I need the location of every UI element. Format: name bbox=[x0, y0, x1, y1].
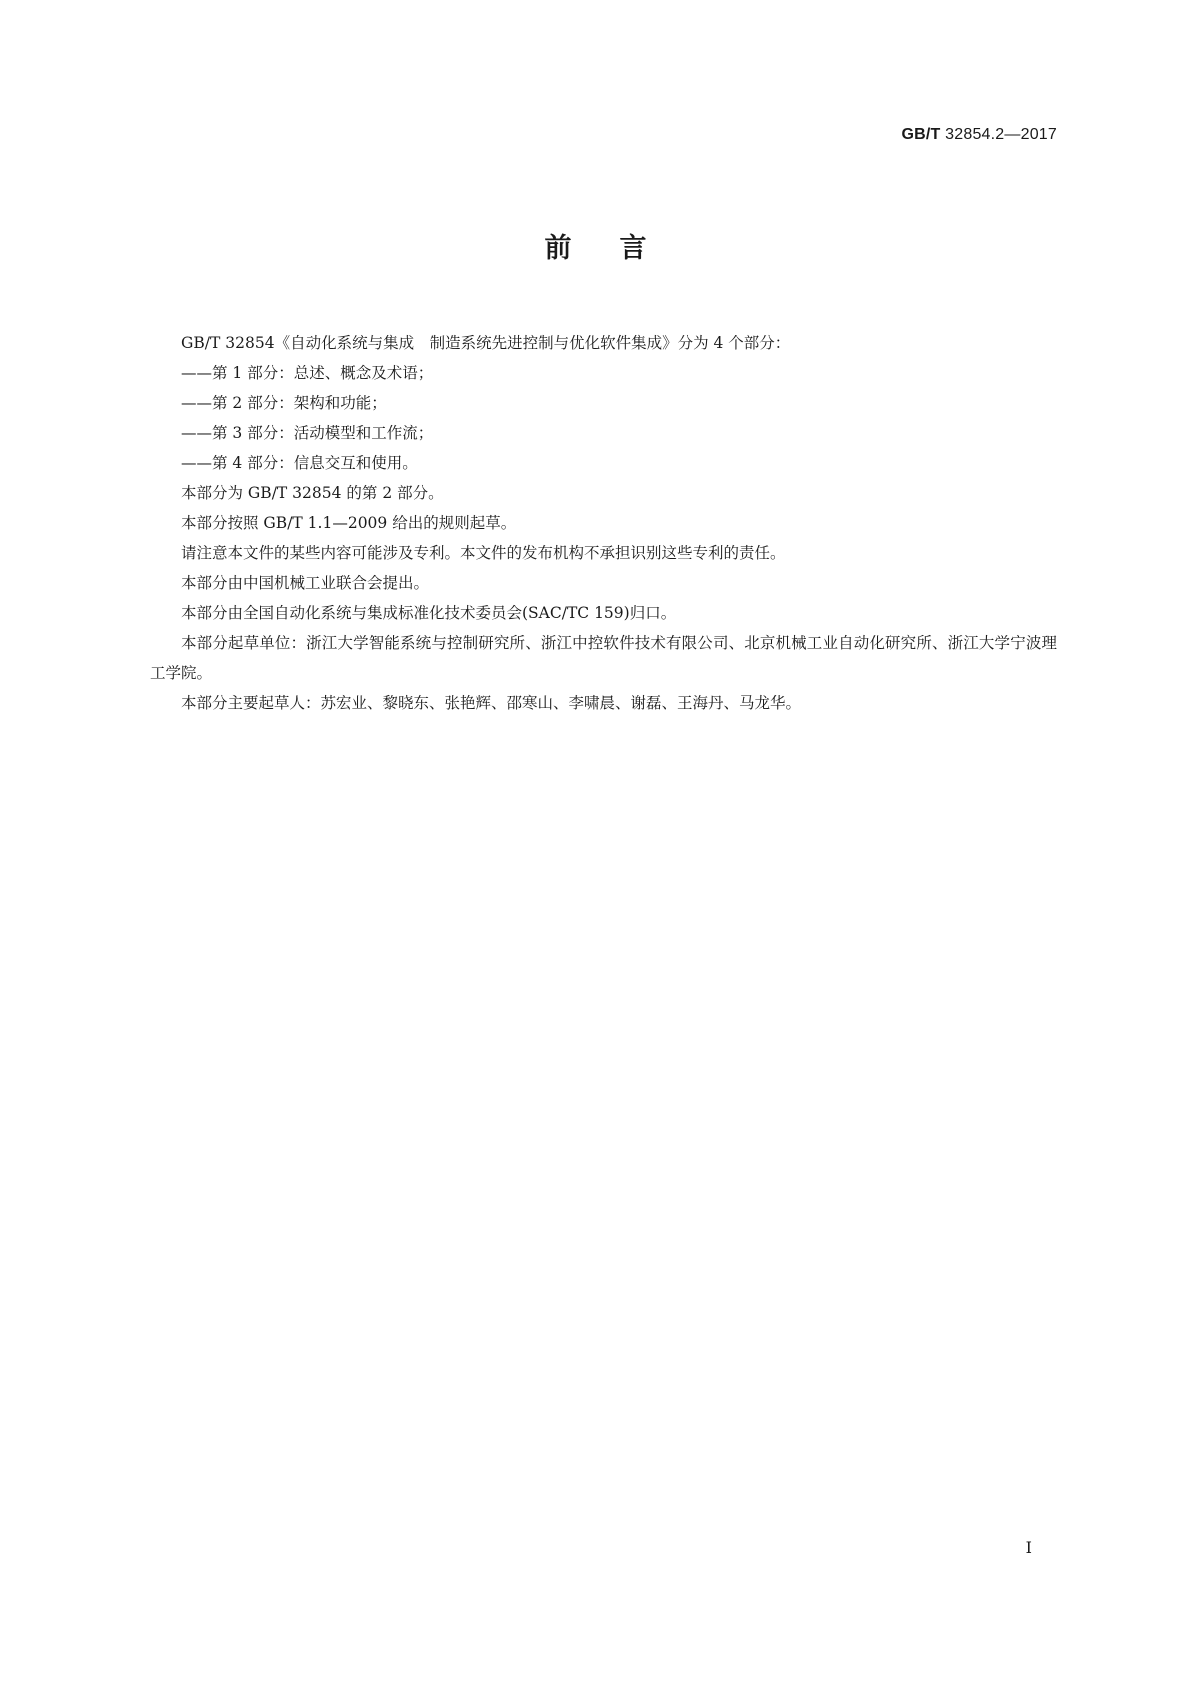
paragraph-committee: 本部分由全国自动化系统与集成标准化技术委员会(SAC/TC 159)归口。 bbox=[181, 604, 677, 622]
standard-code-number: 32854.2—2017 bbox=[945, 126, 1057, 143]
paragraph-drafting-units: 本部分起草单位：浙江大学智能系统与控制研究所、浙江中控软件技术有限公司、北京机械工业自动化研究所、浙江大学宁波理工学院。 bbox=[150, 634, 1057, 682]
standard-code bbox=[901, 126, 1057, 144]
paragraph-drafting-rules: 本部分按照 GB/T 1.1—2009 给出的规则起草。 bbox=[181, 514, 517, 532]
list-item-part-4: ——第 4 部分：信息交互和使用。 bbox=[181, 454, 418, 472]
page-title-char-1: 前 bbox=[544, 233, 572, 264]
page-number: I bbox=[1025, 1538, 1032, 1557]
paragraph-series-intro: GB/T 32854《自动化系统与集成 制造系统先进控制与优化软件集成》分为 4 个部分： bbox=[181, 334, 791, 352]
paragraph-drafters: 本部分主要起草人：苏宏业、黎晓东、张艳辉、邵寒山、李啸晨、谢磊、王海丹、马龙华。 bbox=[181, 694, 802, 712]
standard-code-prefix: GB/T bbox=[901, 126, 941, 143]
list-item-part-2: ——第 2 部分：架构和功能； bbox=[181, 394, 387, 412]
paragraph-patent-notice: 请注意本文件的某些内容可能涉及专利。本文件的发布机构不承担识别这些专利的责任。 bbox=[181, 544, 786, 562]
foreword-body bbox=[150, 328, 1057, 718]
page-title bbox=[0, 226, 1191, 265]
paragraph-proposer: 本部分由中国机械工业联合会提出。 bbox=[181, 574, 430, 592]
page-title-char-2: 言 bbox=[619, 233, 647, 264]
list-item-part-1: ——第 1 部分：总述、概念及术语； bbox=[181, 364, 434, 382]
paragraph-part-statement: 本部分为 GB/T 32854 的第 2 部分。 bbox=[181, 484, 444, 502]
list-item-part-3: ——第 3 部分：活动模型和工作流； bbox=[181, 424, 434, 442]
